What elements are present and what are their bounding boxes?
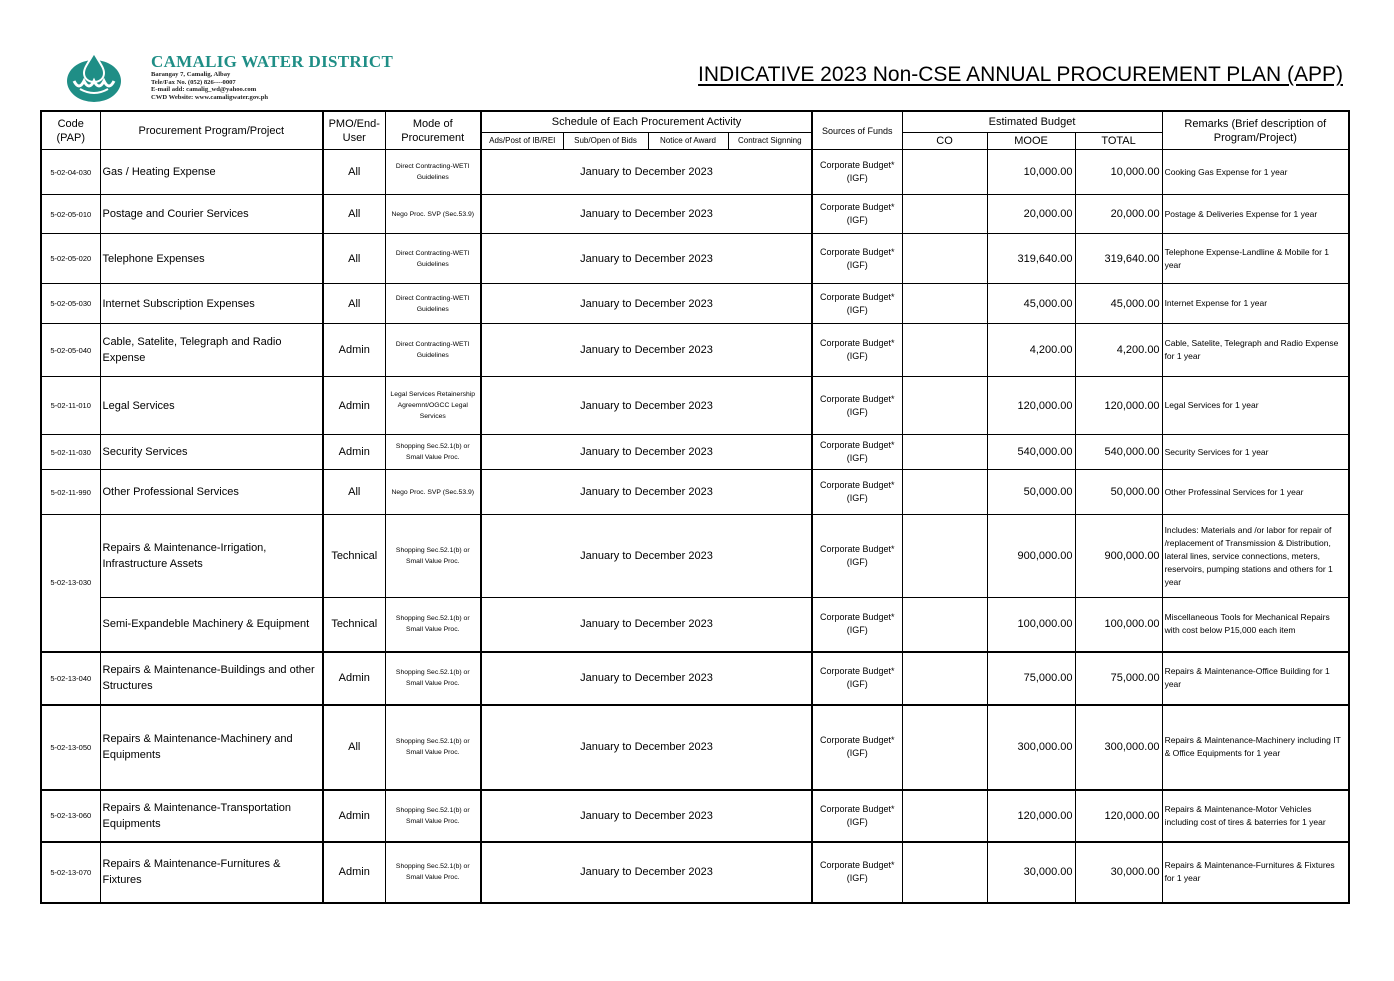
row-total: 50,000.00: [1075, 470, 1162, 515]
row-code: 5-02-11-010: [41, 377, 100, 435]
row-source: Corporate Budget*(IGF): [812, 284, 902, 324]
row-pmo: Admin: [323, 324, 385, 377]
row-program: Repairs & Maintenance-Transportation Equipments: [100, 790, 323, 842]
row-program: Security Services: [100, 435, 323, 470]
row-mode: Shopping Sec.52.1(b) or Small Value Proc.: [385, 652, 481, 705]
header-contract: Contract Signning: [728, 133, 812, 150]
row-mooe: 20,000.00: [987, 195, 1075, 234]
row-pmo: Admin: [323, 435, 385, 470]
table-row: [41, 324, 1349, 377]
row-source: Corporate Budget*(IGF): [812, 195, 902, 234]
row-pmo: Admin: [323, 377, 385, 435]
row-mooe: 319,640.00: [987, 234, 1075, 284]
row-pmo: All: [323, 705, 385, 790]
row-mooe: 100,000.00: [987, 598, 1075, 652]
row-mooe: 50,000.00: [987, 470, 1075, 515]
row-co: [902, 705, 987, 790]
row-total: 100,000.00: [1075, 598, 1162, 652]
row-pmo: Technical: [323, 515, 385, 598]
row-program: Gas / Heating Expense: [100, 150, 323, 195]
table-row: [41, 790, 1349, 842]
row-total: 120,000.00: [1075, 790, 1162, 842]
row-code: 5-02-11-030: [41, 435, 100, 470]
row-program: Telephone Expenses: [100, 234, 323, 284]
row-remarks: Repairs & Maintenance-Office Building for 1 year: [1162, 652, 1349, 705]
header-pmo: PMO/End-User: [323, 111, 385, 150]
row-co: [902, 652, 987, 705]
row-co: [902, 150, 987, 195]
row-code: 5-02-04-030: [41, 150, 100, 195]
row-mooe: 45,000.00: [987, 284, 1075, 324]
row-remarks: Legal Services for 1 year: [1162, 377, 1349, 435]
header-notice: Notice of Award: [648, 133, 728, 150]
table-row: [41, 470, 1349, 515]
row-pmo: Technical: [323, 598, 385, 652]
row-mooe: 75,000.00: [987, 652, 1075, 705]
row-total: 45,000.00: [1075, 284, 1162, 324]
table-row: [41, 435, 1349, 470]
row-total: 120,000.00: [1075, 377, 1162, 435]
row-mode: Direct Contracting-WETI Guidelines: [385, 324, 481, 377]
row-source: Corporate Budget*(IGF): [812, 435, 902, 470]
table-row: [41, 195, 1349, 234]
row-schedule: January to December 2023: [481, 435, 812, 470]
row-program: Postage and Courier Services: [100, 195, 323, 234]
row-remarks: Cable, Satelite, Telegraph and Radio Expense for 1 year: [1162, 324, 1349, 377]
row-total: 30,000.00: [1075, 842, 1162, 903]
header-ads: Ads/Post of IB/REI: [481, 133, 563, 150]
org-header: [151, 52, 393, 101]
row-total: 900,000.00: [1075, 515, 1162, 598]
table-row: [41, 150, 1349, 195]
row-mode: Shopping Sec.52.1(b) or Small Value Proc.: [385, 435, 481, 470]
row-co: [902, 234, 987, 284]
row-program: Other Professional Services: [100, 470, 323, 515]
row-mooe: 10,000.00: [987, 150, 1075, 195]
row-program: Legal Services: [100, 377, 323, 435]
table-row: [41, 705, 1349, 790]
row-schedule: January to December 2023: [481, 324, 812, 377]
row-total: 4,200.00: [1075, 324, 1162, 377]
row-co: [902, 195, 987, 234]
row-co: [902, 515, 987, 598]
row-schedule: January to December 2023: [481, 598, 812, 652]
row-co: [902, 435, 987, 470]
row-source: Corporate Budget*(IGF): [812, 652, 902, 705]
row-code: 5-02-13-070: [41, 842, 100, 903]
row-code: 5-02-13-040: [41, 652, 100, 705]
org-telfax: Tele/Fax No. (052) 826----0007: [151, 78, 236, 86]
row-source: Corporate Budget*(IGF): [812, 234, 902, 284]
row-pmo: All: [323, 284, 385, 324]
row-source: Corporate Budget*(IGF): [812, 324, 902, 377]
org-name: CAMALIG WATER DISTRICT: [151, 52, 394, 71]
header-program: Procurement Program/Project: [100, 111, 323, 150]
row-total: 75,000.00: [1075, 652, 1162, 705]
table-row: [41, 842, 1349, 903]
row-mooe: 900,000.00: [987, 515, 1075, 598]
row-mode: Shopping Sec.52.1(b) or Small Value Proc.: [385, 515, 481, 598]
row-mooe: 30,000.00: [987, 842, 1075, 903]
row-source: Corporate Budget*(IGF): [812, 842, 902, 903]
row-schedule: January to December 2023: [481, 284, 812, 324]
row-co: [902, 470, 987, 515]
row-code: 5-02-05-020: [41, 234, 100, 284]
row-source: Corporate Budget*(IGF): [812, 150, 902, 195]
row-pmo: All: [323, 234, 385, 284]
org-website: CWD Website: www.camaligwater.gov.ph: [151, 93, 269, 101]
row-co: [902, 324, 987, 377]
table-row: [41, 598, 1349, 652]
row-remarks: Repairs & Maintenance-Machinery including IT & Office Equipments for 1 year: [1162, 705, 1349, 790]
row-mode: Nego Proc. SVP (Sec.53.9): [385, 470, 481, 515]
row-remarks: Includes: Materials and /or labor for repair of /replacement of Transmission & Distribution, lateral lines, service connections, meters, reservoirs, pumping stations and others for 1 year: [1162, 515, 1349, 598]
header-sources: Sources of Funds: [812, 111, 902, 150]
row-remarks: Repairs & Maintenance-Motor Vehicles including cost of tires & baterries for 1 year: [1162, 790, 1349, 842]
row-schedule: January to December 2023: [481, 652, 812, 705]
row-total: 300,000.00: [1075, 705, 1162, 790]
table-row: [41, 234, 1349, 284]
row-program: Repairs & Maintenance-Buildings and other Structures: [100, 652, 323, 705]
row-source: Corporate Budget*(IGF): [812, 470, 902, 515]
row-remarks: Telephone Expense-Landline & Mobile for 1 year: [1162, 234, 1349, 284]
row-schedule: January to December 2023: [481, 515, 812, 598]
row-program: Repairs & Maintenance-Machinery and Equipments: [100, 705, 323, 790]
row-program: Repairs & Maintenance-Furnitures & Fixtures: [100, 842, 323, 903]
row-mode: Nego Proc. SVP (Sec.53.9): [385, 195, 481, 234]
row-pmo: Admin: [323, 842, 385, 903]
row-schedule: January to December 2023: [481, 377, 812, 435]
row-total: 20,000.00: [1075, 195, 1162, 234]
row-mode: Shopping Sec.52.1(b) or Small Value Proc.: [385, 842, 481, 903]
row-co: [902, 598, 987, 652]
row-schedule: January to December 2023: [481, 705, 812, 790]
row-code: 5-02-05-010: [41, 195, 100, 234]
row-pmo: All: [323, 195, 385, 234]
row-source: Corporate Budget*(IGF): [812, 705, 902, 790]
row-mooe: 120,000.00: [987, 377, 1075, 435]
row-source: Corporate Budget*(IGF): [812, 377, 902, 435]
row-mode: Legal Services Retainership Agreemnt/OGCC Legal Services: [385, 377, 481, 435]
row-code: 5-02-13-060: [41, 790, 100, 842]
row-code: 5-02-13-050: [41, 705, 100, 790]
org-address: Barangay 7, Camalig, Albay: [151, 71, 231, 78]
row-co: [902, 790, 987, 842]
header-mode: Mode of Procurement: [385, 111, 481, 150]
org-email: E-mail add: camalig_wd@yahoo.com: [151, 86, 257, 94]
row-schedule: January to December 2023: [481, 195, 812, 234]
row-schedule: January to December 2023: [481, 150, 812, 195]
table-row: [41, 377, 1349, 435]
table-row: [41, 652, 1349, 705]
header-budget: Estimated Budget: [902, 111, 1162, 133]
row-program: Internet Subscription Expenses: [100, 284, 323, 324]
row-program: Cable, Satelite, Telegraph and Radio Expense: [100, 324, 323, 377]
row-mode: Direct Contracting-WETI Guidelines: [385, 284, 481, 324]
row-remarks: Postage & Deliveries Expense for 1 year: [1162, 195, 1349, 234]
row-total: 540,000.00: [1075, 435, 1162, 470]
header-total: TOTAL: [1075, 133, 1162, 150]
row-code: 5-02-11-990: [41, 470, 100, 515]
document-title: INDICATIVE 2023 Non-CSE ANNUAL PROCUREMENT PLAN (APP): [698, 63, 1343, 86]
row-schedule: January to December 2023: [481, 470, 812, 515]
row-pmo: Admin: [323, 652, 385, 705]
row-source: Corporate Budget*(IGF): [812, 790, 902, 842]
header-mooe: MOOE: [987, 133, 1075, 150]
row-mooe: 300,000.00: [987, 705, 1075, 790]
row-mode: Shopping Sec.52.1(b) or Small Value Proc.: [385, 790, 481, 842]
row-code: 5-02-05-040: [41, 324, 100, 377]
table-row: [41, 515, 1349, 598]
header-remarks: Remarks (Brief description of Program/Project): [1162, 111, 1349, 150]
row-program: Repairs & Maintenance-Irrigation, Infrastructure Assets: [100, 515, 323, 598]
row-mode: Shopping Sec.52.1(b) or Small Value Proc.: [385, 598, 481, 652]
row-pmo: Admin: [323, 790, 385, 842]
row-total: 319,640.00: [1075, 234, 1162, 284]
row-mooe: 540,000.00: [987, 435, 1075, 470]
row-co: [902, 842, 987, 903]
row-pmo: All: [323, 470, 385, 515]
header-schedule: Schedule of Each Procurement Activity: [481, 111, 812, 133]
row-source: Corporate Budget*(IGF): [812, 515, 902, 598]
row-schedule: January to December 2023: [481, 842, 812, 903]
row-mode: Direct Contracting-WETI Guidelines: [385, 150, 481, 195]
header-sub-open: Sub/Open of Bids: [563, 133, 648, 150]
row-mooe: 120,000.00: [987, 790, 1075, 842]
row-mode: Shopping Sec.52.1(b) or Small Value Proc.: [385, 705, 481, 790]
procurement-plan-table: [40, 110, 1350, 904]
row-pmo: All: [323, 150, 385, 195]
row-remarks: Repairs & Maintenance-Furnitures & Fixtures for 1 year: [1162, 842, 1349, 903]
row-source: Corporate Budget*(IGF): [812, 598, 902, 652]
row-program: Semi-Expandeble Machinery & Equipment: [100, 598, 323, 652]
row-schedule: January to December 2023: [481, 234, 812, 284]
row-total: 10,000.00: [1075, 150, 1162, 195]
row-code: 5-02-05-030: [41, 284, 100, 324]
row-co: [902, 377, 987, 435]
row-co: [902, 284, 987, 324]
water-drop-logo-icon: [66, 51, 122, 103]
row-remarks: Cooking Gas Expense for 1 year: [1162, 150, 1349, 195]
row-remarks: Security Services for 1 year: [1162, 435, 1349, 470]
row-remarks: Miscellaneous Tools for Mechanical Repairs with cost below P15,000 each item: [1162, 598, 1349, 652]
row-remarks: Other Professinal Services for 1 year: [1162, 470, 1349, 515]
table-row: [41, 284, 1349, 324]
row-schedule: January to December 2023: [481, 790, 812, 842]
row-mooe: 4,200.00: [987, 324, 1075, 377]
row-mode: Direct Contracting-WETI Guidelines: [385, 234, 481, 284]
row-code: 5-02-13-030: [41, 515, 100, 652]
header-co: CO: [902, 133, 987, 150]
header-code: Code (PAP): [41, 111, 100, 150]
row-remarks: Internet Expense for 1 year: [1162, 284, 1349, 324]
